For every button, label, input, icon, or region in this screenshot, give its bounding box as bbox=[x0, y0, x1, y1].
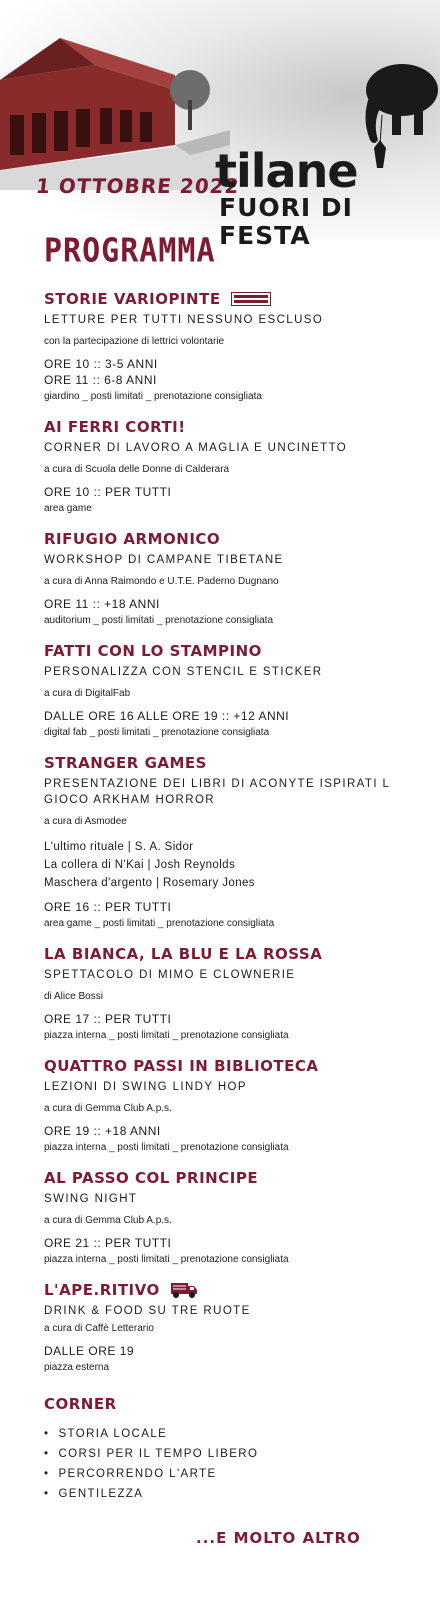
event-item bbox=[44, 1056, 424, 1154]
event-title bbox=[44, 1280, 424, 1300]
event-location: giardino _ posti limitati _ prenotazione consigliata bbox=[44, 391, 262, 402]
event-time: DALLE ORE 16 ALLE ORE 19 :: +12 ANNI bbox=[44, 709, 290, 723]
event-title: QUATTRO PASSI IN BIBLIOTECA bbox=[44, 1057, 319, 1075]
event-credit: a cura di Scuola delle Donne di Calderara bbox=[44, 464, 230, 475]
corner-item: • CORSI PER IL TEMPO LIBERO bbox=[44, 1444, 424, 1464]
event-location: area game _ posti limitati _ prenotazione consigliata bbox=[44, 918, 275, 929]
event-item bbox=[44, 529, 424, 627]
event-title: LA BIANCA, LA BLU E LA ROSSA bbox=[44, 945, 323, 963]
book-item: Maschera d'argento | Rosemary Jones bbox=[44, 877, 255, 889]
event-item bbox=[44, 417, 424, 515]
event-time: ORE 19 :: +18 ANNI bbox=[44, 1124, 161, 1138]
event-item bbox=[44, 1168, 424, 1266]
event-item bbox=[44, 1280, 424, 1374]
event-title-text: L'APE.RITIVO bbox=[44, 1281, 160, 1299]
event-title bbox=[44, 289, 424, 309]
event-location: digital fab _ posti limitati _ prenotazione consigliata bbox=[44, 727, 270, 738]
event-title: AI FERRI CORTI! bbox=[44, 418, 186, 436]
event-location: piazza interna _ posti limitati _ prenotazione consigliata bbox=[44, 1030, 289, 1041]
book-item: L'ultimo rituale | S. A. Sidor bbox=[44, 841, 194, 853]
event-subtitle: PRESENTAZIONE DEI LIBRI DI ACONYTE ISPIRATI L GIOCO ARKHAM HORROR bbox=[44, 778, 390, 806]
event-location: area game bbox=[44, 503, 92, 514]
event-credit: a cura di Gemma Club A.p.s. bbox=[44, 1215, 172, 1226]
event-time: ORE 16 :: PER TUTTI bbox=[44, 900, 172, 914]
event-subtitle: CORNER DI LAVORO A MAGLIA E UNCINETTO bbox=[44, 442, 348, 454]
event-title: STRANGER GAMES bbox=[44, 754, 207, 772]
book-list bbox=[44, 838, 424, 892]
event-credit: a cura di Asmodee bbox=[44, 816, 127, 827]
ape-truck-icon bbox=[170, 1281, 198, 1299]
event-time: ORE 10 :: PER TUTTI bbox=[44, 485, 172, 499]
footer-more-text: ...E MOLTO ALTRO bbox=[196, 1529, 361, 1547]
event-subtitle: DRINK & FOOD SU TRE RUOTE bbox=[44, 1305, 251, 1317]
special-badge-icon bbox=[231, 292, 271, 306]
event-time: ORE 11 :: +18 ANNI bbox=[44, 597, 160, 611]
event-location: piazza interna _ posti limitati _ prenotazione consigliata bbox=[44, 1142, 289, 1153]
event-time: ORE 10 :: 3-5 ANNI bbox=[44, 357, 158, 371]
event-credit: a cura di Gemma Club A.p.s. bbox=[44, 1103, 172, 1114]
event-subtitle: SPETTACOLO DI MIMO E CLOWNERIE bbox=[44, 969, 296, 981]
event-time: ORE 21 :: PER TUTTI bbox=[44, 1236, 172, 1250]
event-location: auditorium _ posti limitati _ prenotazione consigliata bbox=[44, 615, 274, 626]
event-credit: a cura di Caffè Letterario bbox=[44, 1323, 154, 1334]
event-credit: a cura di Anna Raimondo e U.T.E. Paderno Dugnano bbox=[44, 576, 279, 587]
event-subtitle: LETTURE PER TUTTI NESSUNO ESCLUSO bbox=[44, 314, 324, 326]
event-item bbox=[44, 753, 424, 930]
event-location: piazza interna _ posti limitati _ prenotazione consigliata bbox=[44, 1254, 289, 1265]
brand-name: tilane bbox=[215, 144, 358, 198]
event-title: RIFUGIO ARMONICO bbox=[44, 530, 221, 548]
event-credit: di Alice Bossi bbox=[44, 991, 103, 1002]
program-title: PROGRAMMA bbox=[44, 232, 216, 271]
event-subtitle: PERSONALIZZA CON STENCIL E STICKER bbox=[44, 666, 323, 678]
event-location: piazza esterna bbox=[44, 1362, 110, 1373]
corner-item: • STORIA LOCALE bbox=[44, 1424, 424, 1444]
event-time: DALLE ORE 19 bbox=[44, 1344, 135, 1358]
event-date: 1 OTTOBRE 2022 bbox=[34, 174, 241, 198]
event-subtitle: LEZIONI DI SWING LINDY HOP bbox=[44, 1081, 247, 1093]
event-subtitle: SWING NIGHT bbox=[44, 1193, 138, 1205]
event-title: AL PASSO COL PRINCIPE bbox=[44, 1169, 259, 1187]
brand-subtitle: FUORI DI FESTA bbox=[219, 193, 353, 250]
corner-section bbox=[44, 1394, 424, 1504]
event-credit: a cura di DigitalFab bbox=[44, 688, 131, 699]
event-title-text: STORIE VARIOPINTE bbox=[44, 290, 221, 308]
corner-list bbox=[44, 1424, 424, 1504]
event-time: ORE 11 :: 6-8 ANNI bbox=[44, 373, 157, 387]
corner-item: • GENTILEZZA bbox=[44, 1484, 424, 1504]
corner-title: CORNER bbox=[44, 1395, 117, 1413]
program-content bbox=[44, 232, 424, 1518]
event-time: ORE 17 :: PER TUTTI bbox=[44, 1012, 172, 1026]
event-item bbox=[44, 641, 424, 739]
book-item: La collera di N'Kai | Josh Reynolds bbox=[44, 859, 236, 871]
event-title: FATTI CON LO STAMPINO bbox=[44, 642, 262, 660]
header-banner bbox=[0, 0, 440, 255]
event-credit: con la partecipazione di lettrici volontarie bbox=[44, 336, 225, 347]
event-subtitle: WORKSHOP DI CAMPANE TIBETANE bbox=[44, 554, 284, 566]
corner-item: • PERCORRENDO L'ARTE bbox=[44, 1464, 424, 1484]
event-item bbox=[44, 289, 424, 403]
event-item bbox=[44, 944, 424, 1042]
library-building-illustration bbox=[0, 20, 230, 190]
